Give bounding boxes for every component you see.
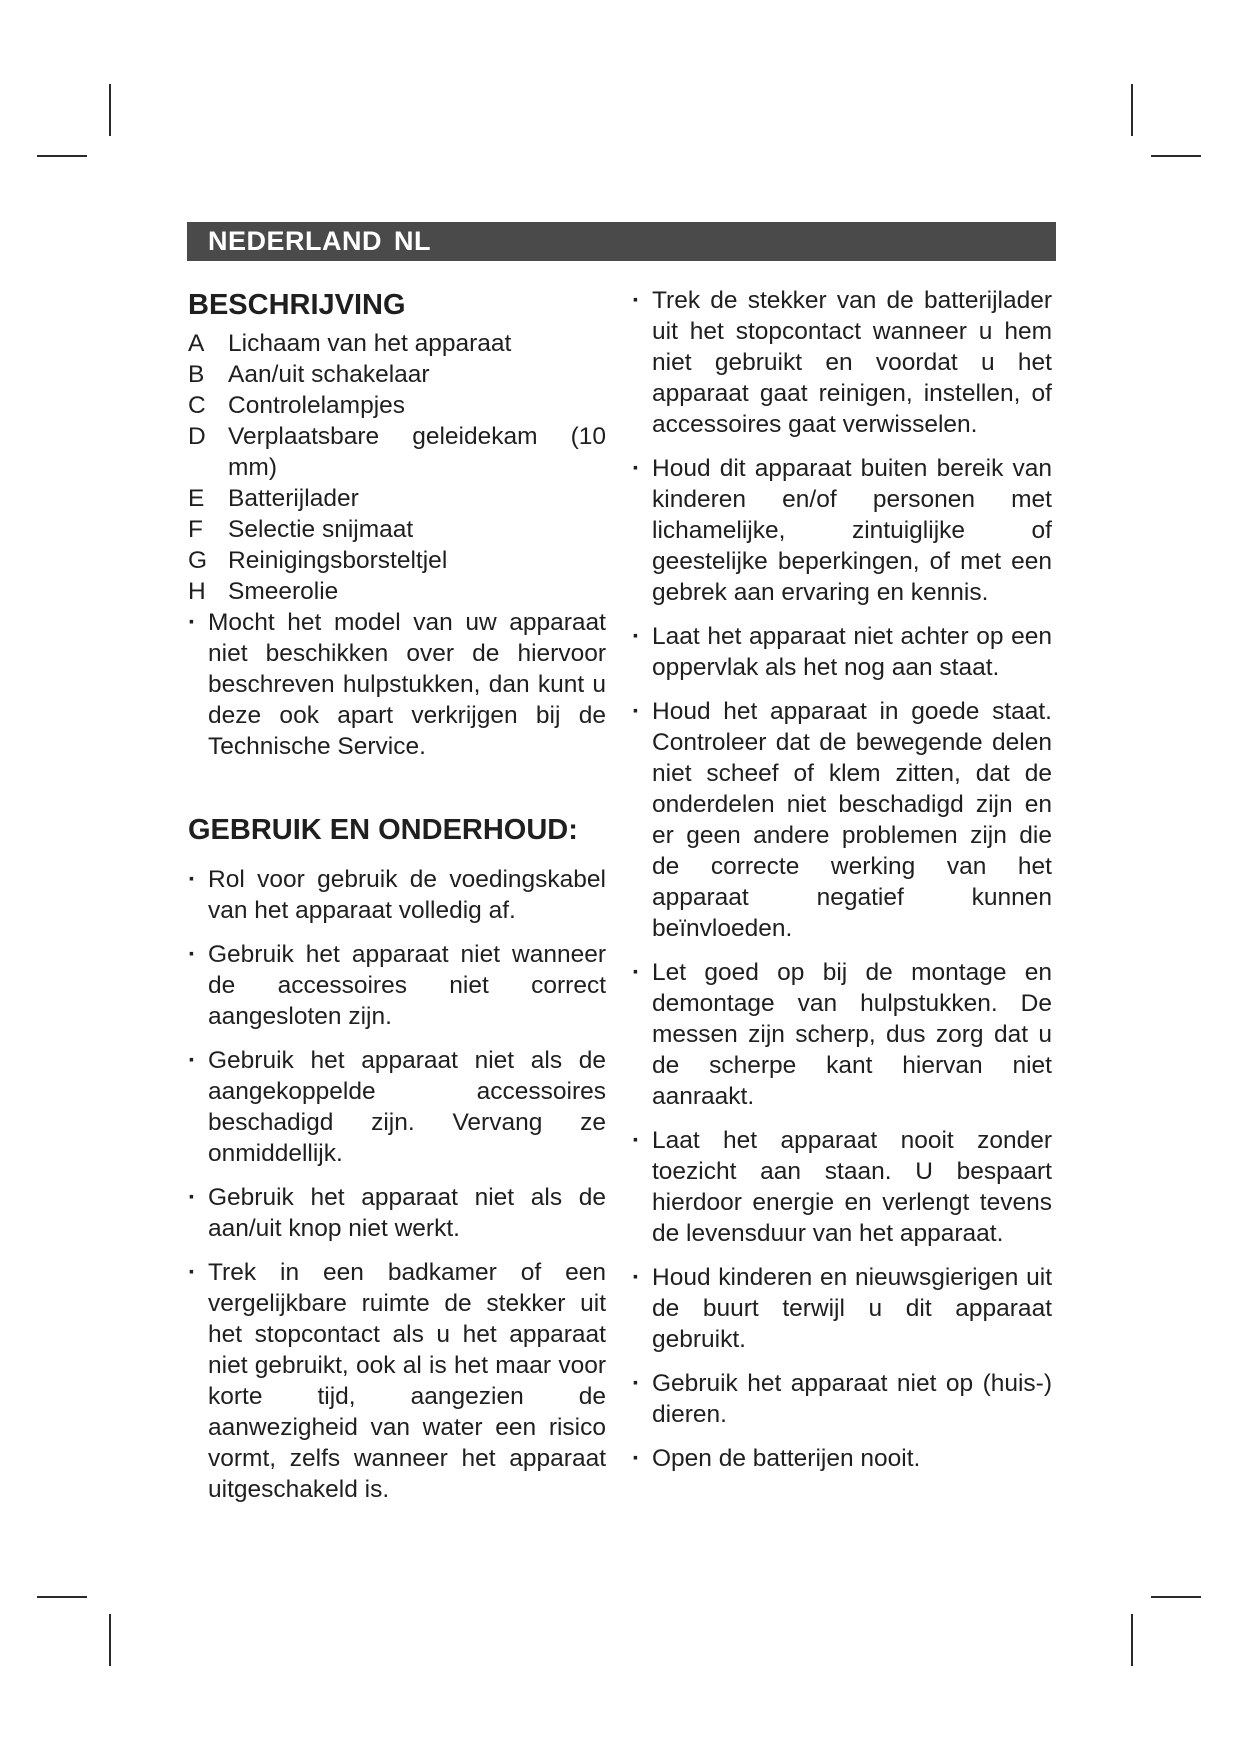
part-label: Batterijlader (228, 485, 359, 512)
part-label: Lichaam van het apparaat (228, 330, 512, 357)
part-letter: C (188, 392, 206, 419)
parts-list-item (188, 514, 606, 545)
usage-list-left (188, 864, 606, 1505)
usage-bullet: · Let goed op bij de montage en demontage van hulpstukken. De messen zijn scherp, dus zorg dat u de scherpe kant hiervan niet aanraakt. (632, 957, 1052, 1112)
language-name: NEDERLAND (208, 226, 383, 256)
crop-mark-bottom-left-horizontal (37, 1596, 87, 1598)
usage-bullet: · Gebruik het apparaat niet als de aangekoppelde accessoires beschadigd zijn. Vervang ze onmiddellijk. (188, 1045, 606, 1169)
usage-bullet: · Gebruik het apparaat niet als de aan/uit knop niet werkt. (188, 1182, 606, 1244)
parts-list (188, 328, 606, 607)
crop-mark-top-left-vertical (109, 84, 111, 136)
crop-mark-bottom-right-vertical (1131, 1614, 1133, 1666)
part-label: Controlelampjes (228, 392, 406, 419)
usage-bullet: · Laat het apparaat niet achter op een oppervlak als het nog aan staat. (632, 621, 1052, 683)
crop-mark-top-right-horizontal (1151, 155, 1201, 157)
usage-bullet: · Laat het apparaat nooit zonder toezicht aan staan. U bespaart hierdoor energie en verlengt tevens de levensduur van het apparaat. (632, 1125, 1052, 1249)
part-label: Aan/uit schakelaar (228, 361, 430, 388)
usage-bullet: · Trek in een badkamer of een vergelijkbare ruimte de stekker uit het stopcontact als u het apparaat niet gebruikt, ook al is het maar voor korte tijd, aangezien de aanwezigheid van water een risico vormt, zelfs wanneer het apparaat uitgeschakeld is. (188, 1257, 606, 1505)
crop-mark-top-left-horizontal (37, 155, 87, 157)
usage-heading: GEBRUIK EN ONDERHOUD: (188, 814, 578, 846)
part-letter: H (188, 578, 206, 605)
crop-mark-bottom-left-vertical (109, 1614, 111, 1666)
part-label: Smeerolie (228, 578, 339, 605)
language-header-bar (187, 222, 1056, 261)
parts-list-item (188, 483, 606, 514)
left-column (188, 285, 606, 1518)
part-letter: D (188, 423, 206, 450)
usage-bullet: · Open de batterijen nooit. (632, 1443, 1052, 1474)
usage-bullet: · Houd dit apparaat buiten bereik van kinderen en/of personen met lichamelijke, zintuiglijke of geestelijke beperkingen, of met een gebrek aan ervaring en kennis. (632, 453, 1052, 608)
accessories-note (188, 607, 606, 762)
part-letter: A (188, 330, 205, 357)
usage-list-right (632, 285, 1052, 1474)
parts-list-item (188, 390, 606, 421)
usage-bullet: · Rol voor gebruik de voedingskabel van het apparaat volledig af. (188, 864, 606, 926)
usage-bullet: · Houd kinderen en nieuwsgierigen uit de buurt terwijl u dit apparaat gebruikt. (632, 1262, 1052, 1355)
usage-bullet: · Gebruik het apparaat niet wanneer de accessoires niet correct aangesloten zijn. (188, 939, 606, 1032)
accessories-note-text: · Mocht het model van uw apparaat niet beschikken over de hiervoor beschreven hulpstukken, dan kunt u deze ook apart verkrijgen bij de Technische Service. (188, 607, 606, 762)
part-letter: B (188, 361, 205, 388)
part-label: Selectie snijmaat (228, 516, 414, 543)
parts-list-item (188, 576, 606, 607)
usage-bullet: · Trek de stekker van de batterijlader uit het stopcontact wanneer u hem niet gebruikt en voordat u het apparaat gaat reinigen, instellen, of accessoires gaat verwisselen. (632, 285, 1052, 440)
part-label: Verplaatsbare geleidekam (10 mm) (228, 423, 606, 481)
parts-list-item (188, 545, 606, 576)
parts-list-item (188, 359, 606, 390)
crop-mark-bottom-right-horizontal (1151, 1596, 1201, 1598)
parts-list-item (188, 328, 606, 359)
usage-bullet: · Gebruik het apparaat niet op (huis-) dieren. (632, 1368, 1052, 1430)
crop-mark-top-right-vertical (1131, 84, 1133, 136)
right-column (632, 285, 1052, 1487)
description-heading: BESCHRIJVING (188, 289, 406, 321)
part-label: Reinigingsborsteltjel (228, 547, 448, 574)
part-letter: G (188, 547, 208, 574)
part-letter: F (188, 516, 203, 543)
parts-list-item (188, 421, 606, 483)
part-letter: E (188, 485, 205, 512)
usage-bullet: · Houd het apparaat in goede staat. Controleer dat de bewegende delen niet scheef of klem zitten, dat de onderdelen niet beschadigd zijn en er geen andere problemen zijn die de correcte werking van het apparaat negatief kunnen beïnvloeden. (632, 696, 1052, 944)
language-code: NL (394, 226, 432, 256)
